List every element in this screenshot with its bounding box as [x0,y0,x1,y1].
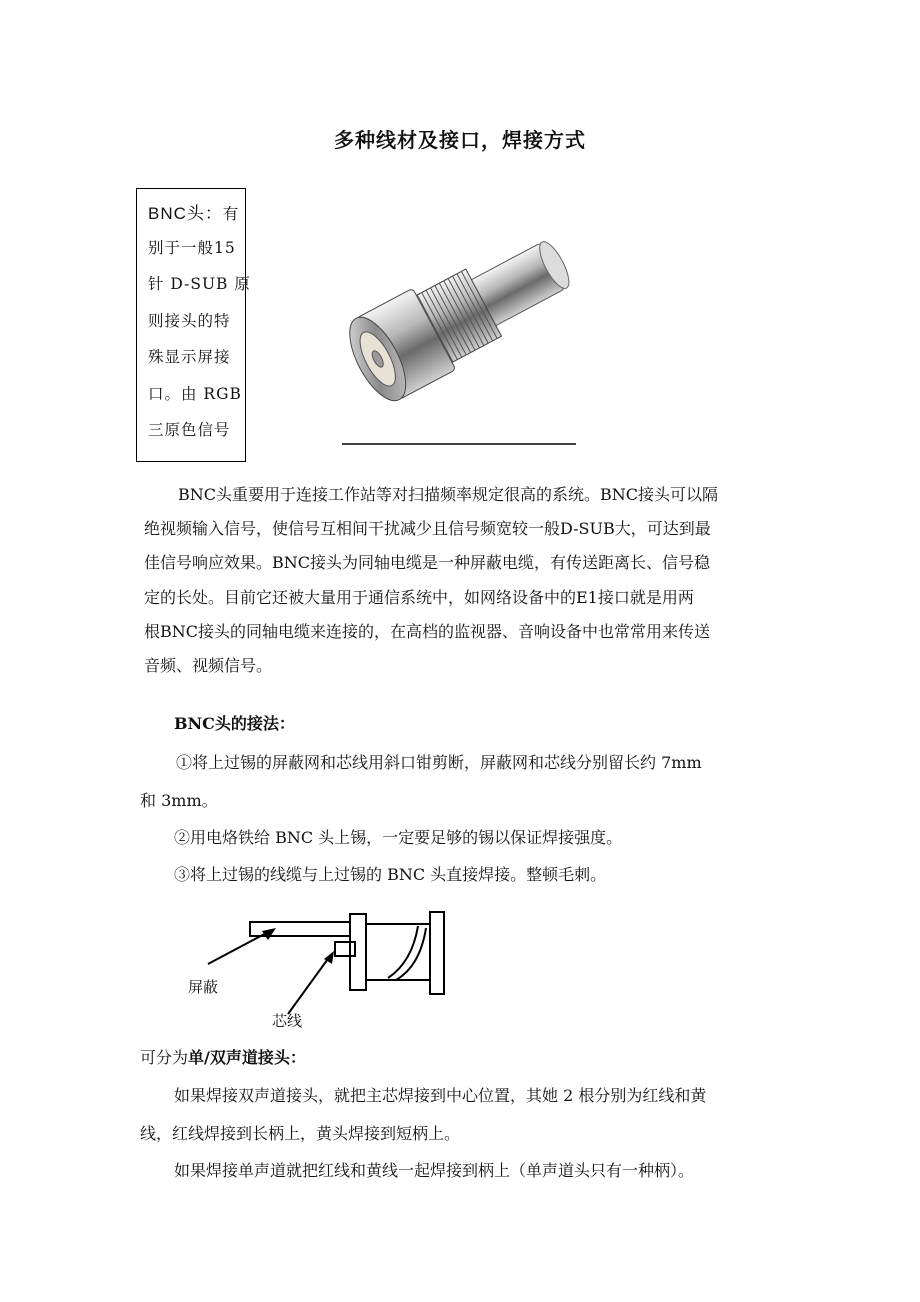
intro-line: 定的长处。目前它还被大量用于通信系统中，如网络设备中的E1接口就是用两 [144,587,694,607]
intro-line: 音频、视频信号。 [144,656,273,676]
bnc-connector-photo [340,212,578,448]
intro-line: 绝视频输入信号，使信号互相间干扰减少且信号频宽较一般D-SUB大，可达到最 [144,519,711,539]
intro-line: 佳信号响应效果。BNC接头为同轴电缆是一种屏蔽电缆，有传送距离长、信号稳 [144,553,711,573]
bnc-note-box [136,188,251,462]
note-line: 则接头的特 [148,311,231,330]
note-lead: BNC头： [148,204,223,223]
note-line: 三原色信号 [148,421,231,439]
note-line-lead [148,199,245,236]
method-heading: BNC头的接法： [174,714,295,733]
note-line: 针 D-SUB 原 [148,275,251,293]
channel-para-2: 如果焊接单声道就把红线和黄线一起焊接到柄上（单声道头只有一种柄）。 [174,1161,695,1180]
intro-line: 根BNC接头的同轴电缆来连接的，在高档的监视器、音响设备中也常常用来传送 [144,621,711,641]
channel-para-1: 如果焊接双声道接头，就把主芯焊接到中心位置，其她 2 根分别为红线和黄 [174,1086,707,1105]
step-2: ②用电烙铁给 BNC 头上锡，一定要足够的锡以保证焊接强度。 [174,828,623,847]
note-line: 口。由 RGB [148,384,242,403]
channel-heading-prefix: 可分为 [140,1048,189,1067]
step-1: ①将上过锡的屏蔽网和芯线用斜口钳剪断，屏蔽网和芯线分别留长约 7mm [176,753,702,772]
channel-heading-bold: 单/双声道接头： [188,1048,306,1067]
step-1-cont: 和 3mm。 [140,791,218,810]
channel-heading [140,1045,306,1068]
note-line: 别于一般15 [148,238,236,257]
channel-para-1-cont: 线，红线焊接到长柄上，黄头焊接到短柄上。 [140,1124,461,1143]
label-core: 芯线 [272,1012,303,1030]
label-shield: 屏蔽 [188,978,219,996]
intro-line: BNC头重要用于连接工作站等对扫描频率规定很高的系统。BNC接头可以隔 [178,485,719,504]
page-title: 多种线材及接口，焊接方式 [334,128,586,152]
note-line: 殊显示屏接 [148,348,231,366]
step-3: ③将上过锡的线缆与上过锡的 BNC 头直接焊接。整顿毛刺。 [174,865,607,884]
intro-paragraph [144,478,784,683]
solder-diagram [180,904,460,1034]
note-lead-tail: 有 [222,205,240,223]
